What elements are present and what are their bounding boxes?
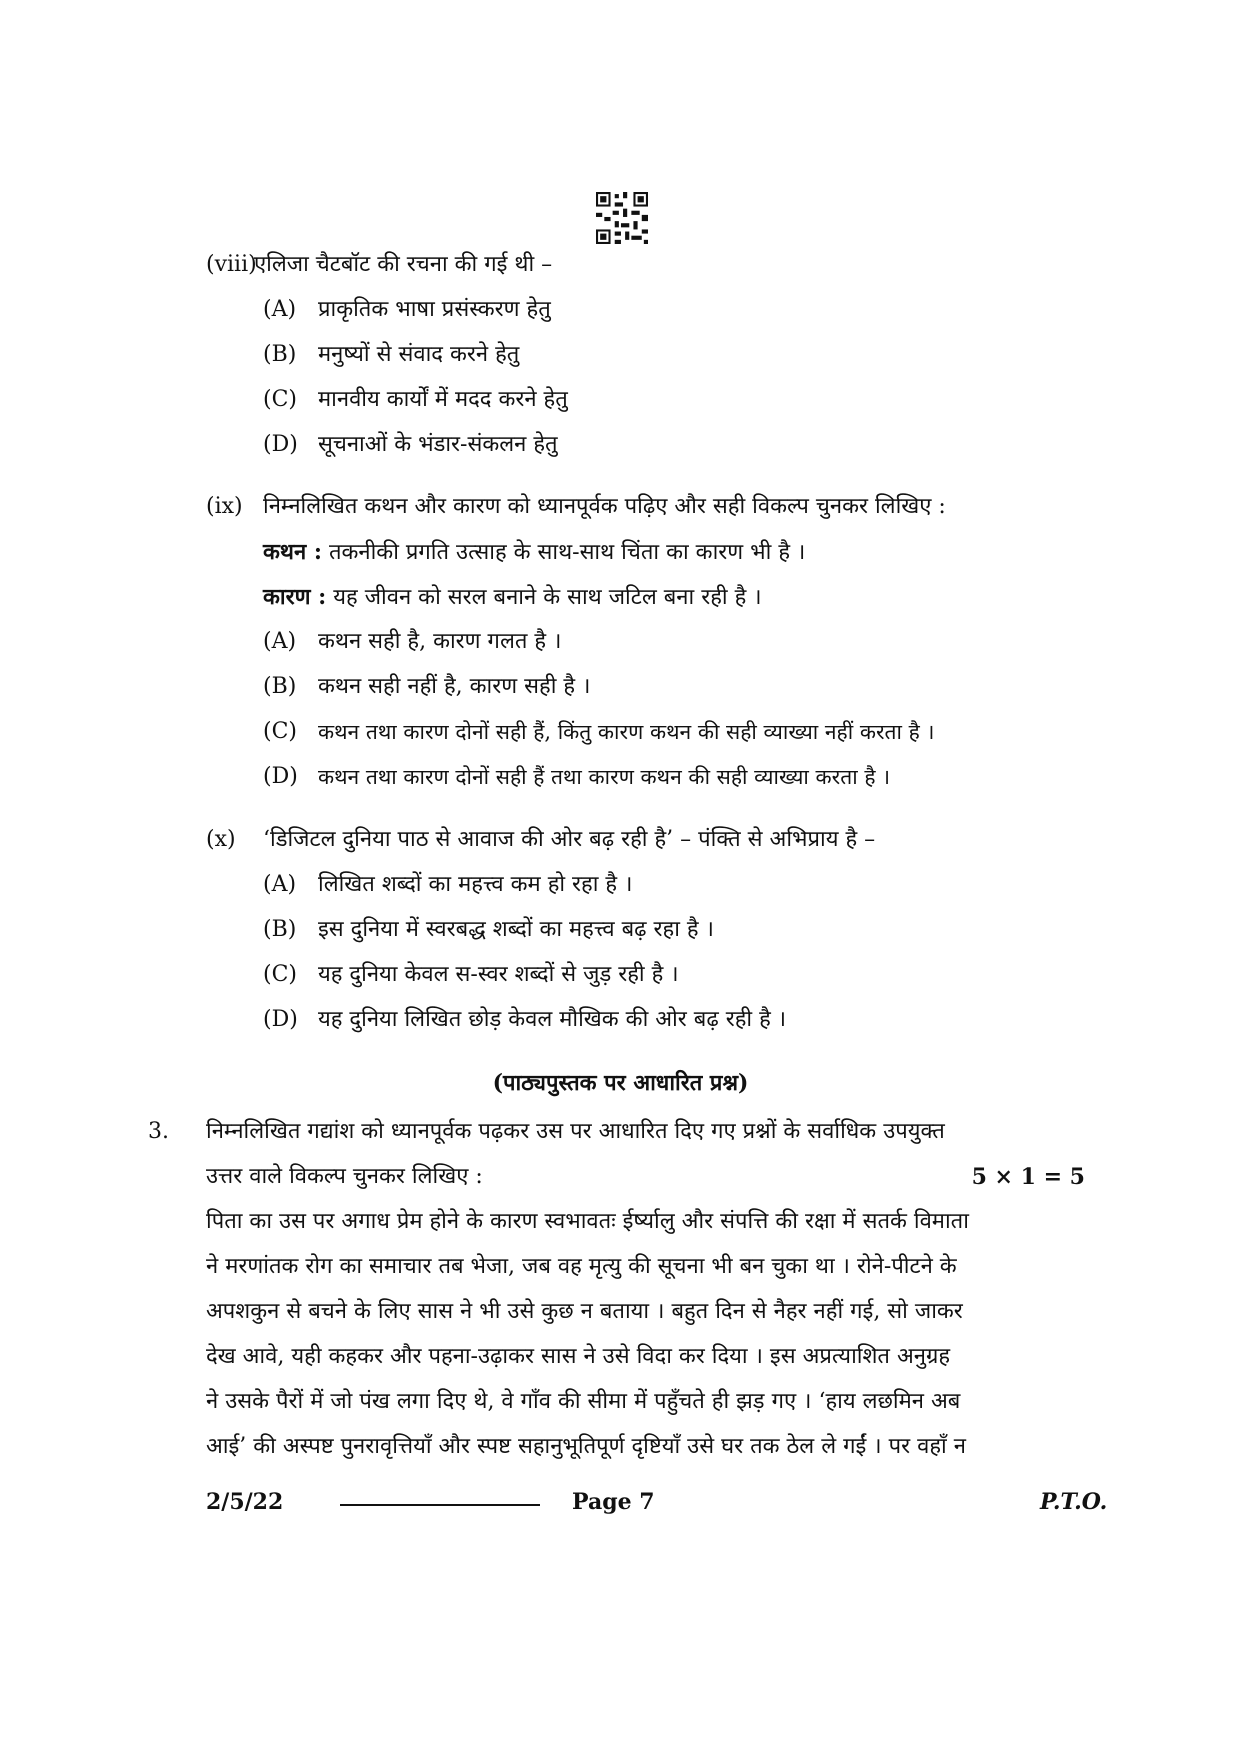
section-title: (पाठ्यपुस्तक पर आधारित प्रश्न) (492, 1070, 749, 1096)
assertion-text: तकनीकी प्रगति उत्साह के साथ-साथ चिंता का कारण भी है । (328, 540, 806, 565)
question-number: 3. (148, 1119, 169, 1144)
qr-code-icon (596, 192, 648, 244)
question-text: निम्नलिखित कथन और कारण को ध्यानपूर्वक पढ़िए और सही विकल्प चुनकर लिखिए : (263, 494, 946, 519)
option-text: कथन सही है, कारण गलत है । (318, 629, 562, 654)
passage-line: देख आवे, यही कहकर और पहना-उढ़ाकर सास ने उसे विदा कर दिया । इस अप्रत्याशित अनुग्रह (206, 1344, 951, 1369)
option-text: यह दुनिया लिखित छोड़ केवल मौखिक की ओर बढ़ रही है । (318, 1007, 787, 1032)
reason-line (263, 582, 762, 613)
question-text: निम्नलिखित गद्यांश को ध्यानपूर्वक पढ़कर उस पर आधारित दिए गए प्रश्नों के सर्वाधिक उपयुक्त (206, 1119, 945, 1144)
option-label: (A) (263, 629, 297, 654)
question-text: उत्तर वाले विकल्प चुनकर लिखिए : (206, 1164, 483, 1189)
option-text: इस दुनिया में स्वरबद्ध शब्दों का महत्त्व बढ़ रहा है । (318, 917, 714, 942)
passage-line: पिता का उस पर अगाध प्रेम होने के कारण स्वभावतः ईर्ष्यालु और संपत्ति की रक्षा में सतर्क विमाता (206, 1209, 969, 1234)
option-label: (C) (263, 719, 297, 744)
option-text: कथन सही नहीं है, कारण सही है । (318, 674, 591, 699)
option-text: मनुष्यों से संवाद करने हेतु (318, 342, 520, 367)
paper-code: 2/5/22 (206, 1489, 284, 1515)
option-label: (D) (263, 1007, 298, 1032)
option-label: (D) (263, 432, 298, 457)
option-label: (D) (263, 764, 298, 789)
option-text: लिखित शब्दों का महत्त्व कम हो रहा है । (318, 872, 633, 897)
footer-divider (340, 1504, 540, 1506)
option-label: (C) (263, 962, 297, 987)
option-label: (A) (263, 872, 297, 897)
assertion-label: कथन : (263, 539, 322, 565)
option-label: (C) (263, 387, 297, 412)
option-text: कथन तथा कारण दोनों सही हैं तथा कारण कथन की सही व्याख्या करता है । (318, 765, 891, 789)
option-text: सूचनाओं के भंडार-संकलन हेतु (318, 432, 558, 457)
option-text: यह दुनिया केवल स-स्वर शब्दों से जुड़ रही है । (318, 962, 679, 987)
question-number: (x) (206, 827, 236, 852)
option-label: (B) (263, 674, 297, 699)
page-number: Page 7 (572, 1489, 655, 1515)
passage-line: आई’ की अस्पष्ट पुनरावृत्तियाँ और स्पष्ट सहानुभूतिपूर्ण दृष्टियाँ उसे घर तक ठेल ले गईं । पर वहाँ न (206, 1434, 966, 1459)
reason-text: यह जीवन को सरल बनाने के साथ जटिल बना रही है । (333, 585, 762, 610)
reason-label: कारण : (263, 584, 327, 610)
question-text: एलिजा चैटबॉट की रचना की गई थी – (254, 252, 553, 277)
question-number: (viii) (206, 252, 257, 277)
option-text: कथन तथा कारण दोनों सही हैं, किंतु कारण कथन की सही व्याख्या नहीं करता है । (318, 720, 935, 744)
option-text: प्राकृतिक भाषा प्रसंस्करण हेतु (318, 297, 551, 322)
passage-line: ने उसके पैरों में जो पंख लगा दिए थे, वे गाँव की सीमा में पहुँचते ही झड़ गए । ‘हाय लछमिन अब (206, 1389, 961, 1414)
assertion-line (263, 537, 805, 568)
marks-label: 5 × 1 = 5 (971, 1164, 1085, 1190)
option-label: (A) (263, 297, 297, 322)
option-label: (B) (263, 917, 297, 942)
pto-label: P.T.O. (1040, 1489, 1108, 1515)
passage-line: अपशकुन से बचने के लिए सास ने भी उसे कुछ न बताया । बहुत दिन से नैहर नहीं गई, सो जाकर (206, 1299, 963, 1324)
option-label: (B) (263, 342, 297, 367)
passage-line: ने मरणांतक रोग का समाचार तब भेजा, जब वह मृत्यु की सूचना भी बन चुका था । रोने-पीटने के (206, 1254, 957, 1279)
question-text: ‘डिजिटल दुनिया पाठ से आवाज की ओर बढ़ रही है’ – पंक्ति से अभिप्राय है – (263, 827, 876, 852)
question-number: (ix) (206, 494, 243, 519)
option-text: मानवीय कार्यों में मदद करने हेतु (318, 387, 568, 412)
